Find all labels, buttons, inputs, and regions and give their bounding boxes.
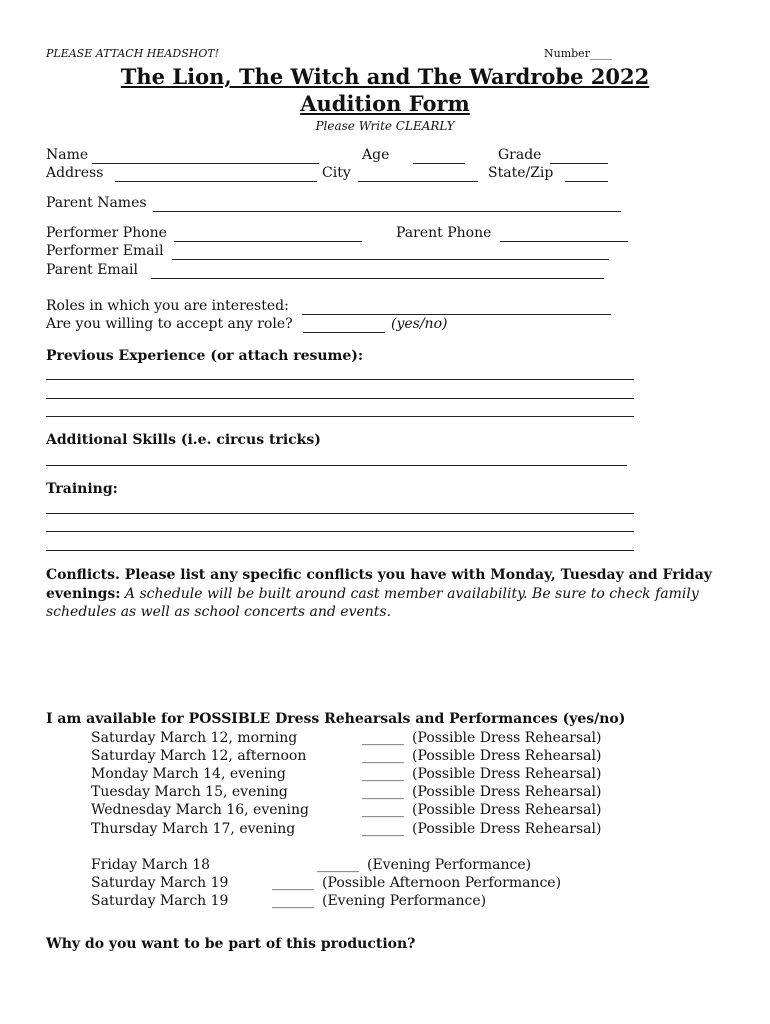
conflicts-heading: Conflicts. Please list any specific conflicts you have with Monday, Tuesday and Friday evenings: xyxy=(46,567,712,602)
age-field[interactable] xyxy=(413,163,465,164)
conflicts-note: A schedule will be built around cast member availability. Be sure to check family schedules as well as school concerts and events. xyxy=(46,585,699,620)
rehearsal-day: Saturday March 12, afternoon xyxy=(91,748,307,764)
accept-role-field[interactable] xyxy=(303,332,385,333)
rehearsal-blank[interactable]: ______ xyxy=(362,748,404,764)
rehearsal-note: (Possible Dress Rehearsal) xyxy=(412,821,602,837)
parent-email-field[interactable] xyxy=(151,278,604,279)
rehearsal-day: Tuesday March 15, evening xyxy=(91,784,288,800)
rehearsal-note: (Possible Dress Rehearsal) xyxy=(412,802,602,818)
page-subtitle-form: Audition Form xyxy=(300,91,470,116)
performance-note: (Evening Performance) xyxy=(322,893,487,909)
parent-names-field[interactable] xyxy=(153,211,621,212)
accept-role-label: Are you willing to accept any role? xyxy=(46,316,293,332)
address-label: Address xyxy=(46,165,104,181)
rehearsal-day: Wednesday March 16, evening xyxy=(91,802,309,818)
rehearsal-blank[interactable]: ______ xyxy=(362,821,404,837)
performer-email-label: Performer Email xyxy=(46,243,164,259)
rehearsal-note: (Possible Dress Rehearsal) xyxy=(412,784,602,800)
name-field[interactable] xyxy=(92,163,319,164)
yes-no-hint: (yes/no) xyxy=(391,316,448,332)
rehearsal-day: Thursday March 17, evening xyxy=(91,821,296,837)
why-question: Why do you want to be part of this production? xyxy=(46,936,416,952)
rehearsal-note: (Possible Dress Rehearsal) xyxy=(412,766,602,782)
parent-phone-field[interactable] xyxy=(500,241,628,242)
skills-heading: Additional Skills (i.e. circus tricks) xyxy=(46,432,321,448)
roles-label: Roles in which you are interested: xyxy=(46,298,289,314)
page-title: The Lion, The Witch and The Wardrobe 2022 xyxy=(120,64,650,89)
training-line-3[interactable] xyxy=(46,550,634,551)
performer-phone-field[interactable] xyxy=(174,241,362,242)
performance-day: Saturday March 19 xyxy=(91,875,229,891)
city-label: City xyxy=(322,165,351,181)
training-line-1[interactable] xyxy=(46,513,634,514)
parent-names-label: Parent Names xyxy=(46,195,147,211)
state-zip-field[interactable] xyxy=(565,181,608,182)
number-label: Number____ xyxy=(544,47,612,60)
rehearsal-blank[interactable]: ______ xyxy=(362,784,404,800)
experience-line-2[interactable] xyxy=(46,398,634,399)
skills-line[interactable] xyxy=(46,465,627,466)
rehearsal-note: (Possible Dress Rehearsal) xyxy=(412,730,602,746)
experience-heading: Previous Experience (or attach resume): xyxy=(46,348,364,364)
name-label: Name xyxy=(46,147,89,163)
experience-line-1[interactable] xyxy=(46,379,634,380)
parent-phone-label: Parent Phone xyxy=(396,225,492,241)
grade-label: Grade xyxy=(498,147,542,163)
rehearsal-blank[interactable]: ______ xyxy=(362,730,404,746)
performance-day: Saturday March 19 xyxy=(91,893,229,909)
age-label: Age xyxy=(362,147,390,163)
conflicts-paragraph xyxy=(46,566,722,622)
grade-field[interactable] xyxy=(550,163,608,164)
state-zip-label: State/Zip xyxy=(488,165,554,181)
address-field[interactable] xyxy=(115,181,317,182)
attach-headshot-note: PLEASE ATTACH HEADSHOT! xyxy=(46,47,220,60)
rehearsal-note: (Possible Dress Rehearsal) xyxy=(412,748,602,764)
city-field[interactable] xyxy=(358,181,478,182)
parent-email-label: Parent Email xyxy=(46,262,139,278)
performance-blank[interactable]: ______ xyxy=(272,875,314,891)
performance-note: (Evening Performance) xyxy=(367,857,532,873)
performance-blank[interactable]: ______ xyxy=(317,857,359,873)
performer-email-field[interactable] xyxy=(172,259,609,260)
performer-phone-label: Performer Phone xyxy=(46,225,167,241)
training-heading: Training: xyxy=(46,481,118,497)
training-line-2[interactable] xyxy=(46,531,634,532)
rehearsal-day: Saturday March 12, morning xyxy=(91,730,298,746)
performance-blank[interactable]: ______ xyxy=(272,893,314,909)
roles-field[interactable] xyxy=(302,314,611,315)
rehearsal-blank[interactable]: ______ xyxy=(362,766,404,782)
rehearsal-blank[interactable]: ______ xyxy=(362,802,404,818)
rehearsal-day: Monday March 14, evening xyxy=(91,766,286,782)
experience-line-3[interactable] xyxy=(46,416,634,417)
performance-day: Friday March 18 xyxy=(91,857,211,873)
performance-note: (Possible Afternoon Performance) xyxy=(322,875,562,891)
availability-heading: I am available for POSSIBLE Dress Rehearsals and Performances (yes/no) xyxy=(46,711,626,727)
write-clearly-note: Please Write CLEARLY xyxy=(315,119,455,133)
